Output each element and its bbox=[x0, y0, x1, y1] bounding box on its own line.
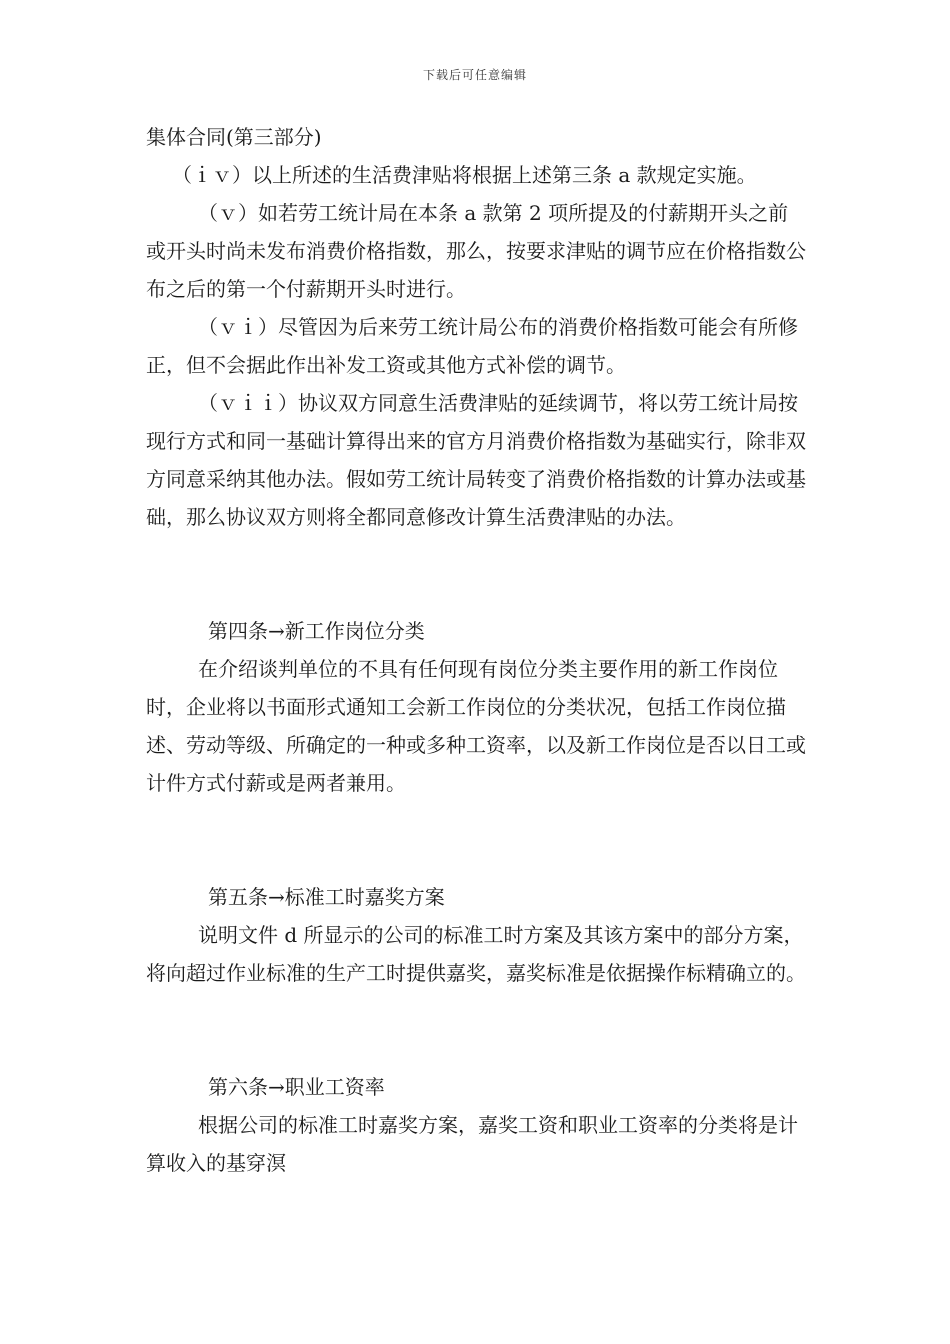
section-4-heading: 第四条→新工作岗位分类 bbox=[208, 619, 425, 643]
section-6-heading: 第六条→职业工资率 bbox=[208, 1075, 385, 1099]
section-5-heading: 第五条→标准工时嘉奖方案 bbox=[208, 885, 445, 909]
section-spacer bbox=[146, 992, 806, 1068]
section-spacer bbox=[146, 802, 806, 878]
document-body bbox=[146, 118, 806, 1182]
section-4-body: 在介绍谈判单位的不具有任何现有岗位分类主要作用的新工作岗位时，企业将以书面形式通知工会新工作岗位的分类状况，包括工作岗位描述、劳动等级、所确定的一种或多种工资率，以及新工作岗位是否以日工或计件方式付薪或是两者兼用。 bbox=[146, 657, 806, 795]
paragraph-vi: （ｖｉ）尽管因为后来劳工统计局公布的消费价格指数可能会有所修正，但不会据此作出补发工资或其他方式补偿的调节。 bbox=[146, 315, 798, 377]
paragraph-vii: （ｖｉｉ）协议双方同意生活费津贴的延续调节，将以劳工统计局按现行方式和同一基础计算得出来的官方月消费价格指数为基础实行，除非双方同意采纳其他办法。假如劳工统计局转变了消费价格指数的计算办法或基础，那么协议双方则将全都同意修改计算生活费津贴的办法。 bbox=[146, 391, 806, 529]
page-header: 下载后可任意编辑 bbox=[422, 68, 527, 82]
document-title: 集体合同(第三部分) bbox=[146, 125, 322, 149]
section-6-body: 根据公司的标准工时嘉奖方案，嘉奖工资和职业工资率的分类将是计算收入的基穿溟 bbox=[146, 1113, 798, 1175]
paragraph-iv: （ｉｖ）以上所述的生活费津贴将根据上述第三条 a 款规定实施。 bbox=[172, 163, 757, 187]
section-spacer bbox=[146, 536, 806, 612]
section-5-body: 说明文件 d 所显示的公司的标准工时方案及其该方案中的部分方案，将向超过作业标准的生产工时提供嘉奖，嘉奖标准是依据操作标精确立的。 bbox=[146, 923, 806, 985]
paragraph-v: （ｖ）如若劳工统计局在本条 a 款第 2 项所提及的付薪期开头之前或开头时尚未发布消费价格指数，那么，按要求津贴的调节应在价格指数公布之后的第一个付薪期开头时进行。 bbox=[146, 201, 806, 301]
